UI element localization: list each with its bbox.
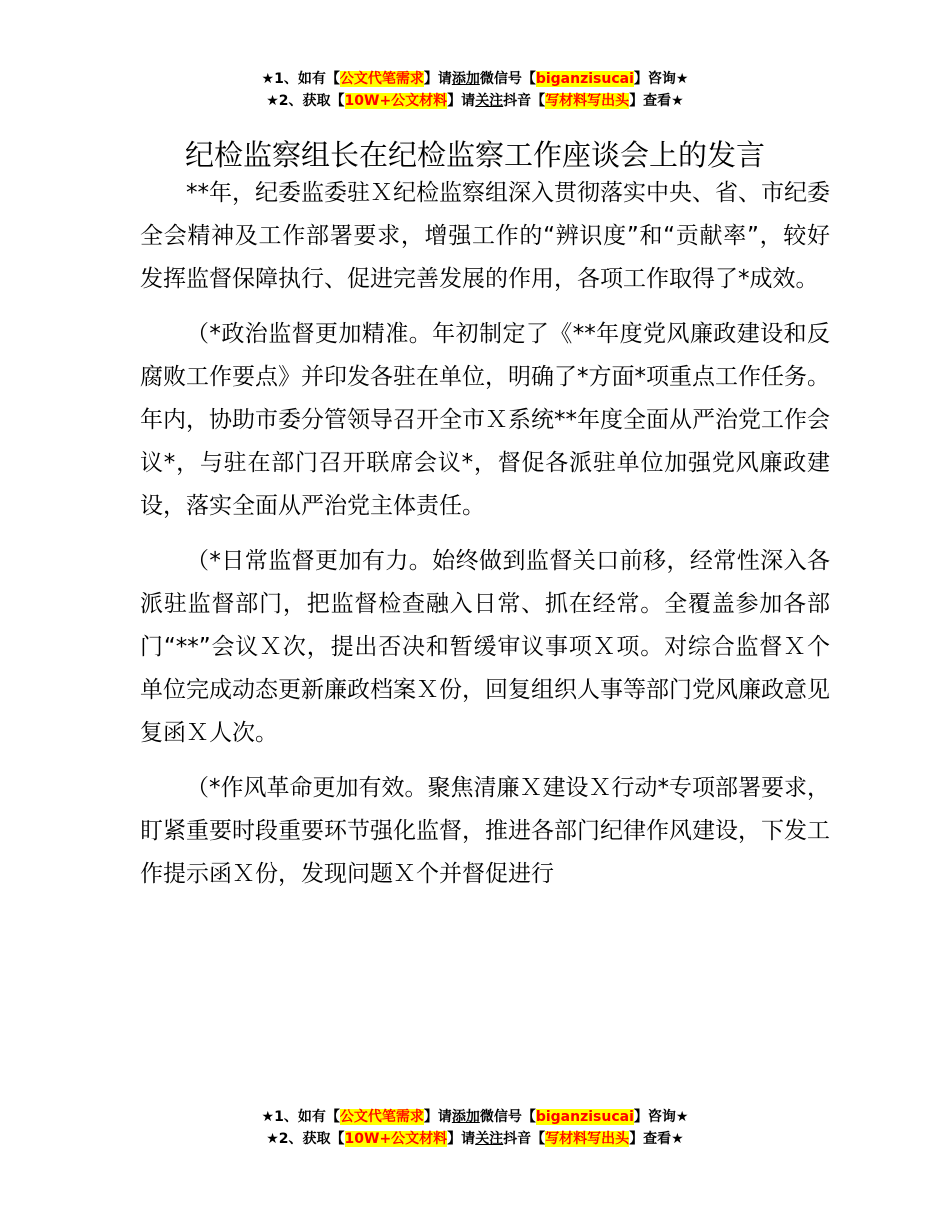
banner-text: 】请	[447, 1131, 476, 1147]
banner-text: 】查看★	[629, 93, 684, 109]
banner-text: 】咨询★	[633, 71, 689, 87]
banner-text: 抖音【	[503, 93, 546, 109]
banner-text: ★1、如有【	[261, 71, 340, 87]
banner-highlight: biganzisucai	[535, 71, 634, 87]
banner-underlined-text: 关注	[475, 1131, 504, 1147]
banner-highlight: 写材料写出头	[545, 93, 630, 109]
banner-text: 】查看★	[629, 1131, 684, 1147]
paragraph-intro: **年，纪委监委驻Ｘ纪检监察组深入贯彻落实中央、省、市纪委全会精神及工作部署要求，增强工作的“辨识度”和“贡献率”，较好发挥监督保障执行、促进完善发展的作用，各项工作取得了*成效。	[140, 180, 830, 292]
banner-text: 微信号【	[479, 1109, 536, 1125]
document-body	[140, 172, 830, 908]
banner-text: 】请	[423, 71, 452, 87]
paragraph-style-revolution: （*作风革命更加有效。聚焦清廉Ｘ建设Ｘ行动*专项部署要求，盯紧重要时段重要环节强化监督，推进各部门纪律作风建设，下发工作提示函Ｘ份，发现问题Ｘ个并督促进行	[140, 775, 830, 887]
banner-highlight: 公文代笔需求	[339, 71, 424, 87]
header-banner	[0, 68, 950, 112]
banner-highlight: biganzisucai	[535, 1109, 634, 1125]
banner-highlight: 写材料写出头	[545, 1131, 630, 1147]
footer-banner	[0, 1106, 950, 1150]
banner-line-1	[0, 68, 950, 90]
banner-text: ★2、获取【	[266, 93, 345, 109]
banner-text: 】咨询★	[633, 1109, 689, 1125]
banner-line-1	[0, 1106, 950, 1128]
paragraph-daily-supervision: （*日常监督更加有力。始终做到监督关口前移，经常性深入各派驻监督部门，把监督检查融入日常、抓在经常。全覆盖参加各部门“**”会议Ｘ次，提出否决和暂缓审议事项Ｘ项。对综合监督Ｘ个单位完成动态更新廉政档案Ｘ份，回复组织人事等部门党风廉政意见复函Ｘ人次。	[140, 548, 830, 746]
banner-highlight: 10W+公文材料	[344, 1131, 448, 1147]
banner-text: ★1、如有【	[261, 1109, 340, 1125]
banner-text: 微信号【	[479, 71, 536, 87]
document-title: 纪检监察组长在纪检监察工作座谈会上的发言	[184, 138, 765, 173]
banner-text: 抖音【	[503, 1131, 546, 1147]
paragraph-political-supervision: （*政治监督更加精准。年初制定了《**年度党风廉政建设和反腐败工作要点》并印发各驻在单位，明确了*方面*项重点工作任务。年内，协助市委分管领导召开全市Ｘ系统**年度全面从严治党工作会议*，与驻在部门召开联席会议*，督促各派驻单位加强党风廉政建设，落实全面从严治党主体责任。	[140, 321, 830, 519]
banner-underlined-text: 添加	[451, 71, 480, 87]
banner-highlight: 10W+公文材料	[344, 93, 448, 109]
banner-text: 】请	[423, 1109, 452, 1125]
banner-highlight: 公文代笔需求	[339, 1109, 424, 1125]
banner-text: ★2、获取【	[266, 1131, 345, 1147]
banner-underlined-text: 关注	[475, 93, 504, 109]
banner-line-2	[0, 90, 950, 112]
banner-text: 】请	[447, 93, 476, 109]
banner-line-2	[0, 1128, 950, 1150]
banner-underlined-text: 添加	[451, 1109, 480, 1125]
